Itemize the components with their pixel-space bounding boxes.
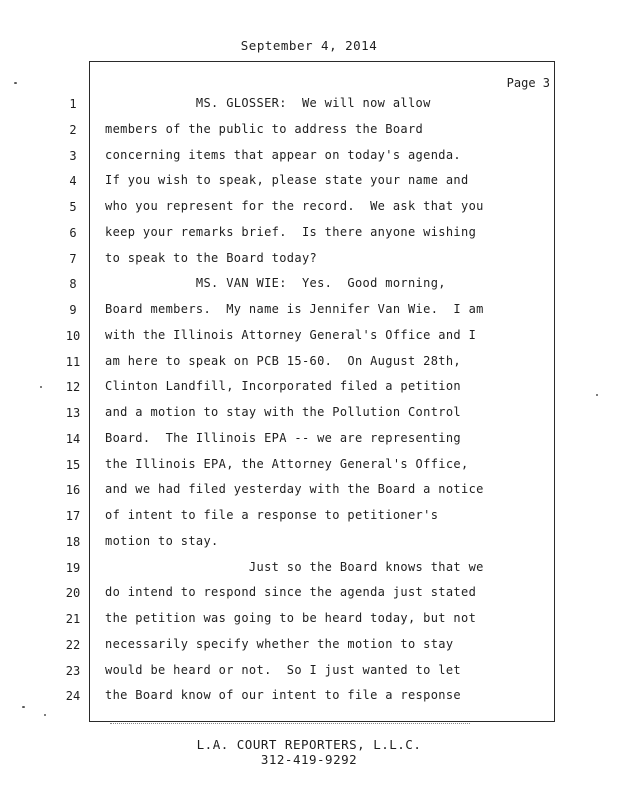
line-number: 19 (65, 560, 81, 575)
line-number: 15 (65, 457, 81, 472)
transcript-line (0, 173, 618, 193)
page-header-date: September 4, 2014 (240, 38, 378, 53)
line-number: 23 (65, 663, 81, 678)
page-number: Page 3 (506, 76, 550, 90)
transcript-line (0, 534, 618, 554)
transcript-line (0, 354, 618, 374)
line-number: 18 (65, 534, 81, 549)
line-number: 16 (65, 483, 81, 498)
transcript-line (0, 251, 618, 271)
line-text: am here to speak on PCB 15-60. On August 28th, (105, 353, 462, 368)
line-text: Just so the Board knows that we (105, 559, 484, 574)
scan-speck (22, 706, 25, 708)
line-text: keep your remarks brief. Is there anyone wishing (105, 224, 477, 239)
transcript-line (0, 688, 618, 708)
line-number: 14 (65, 431, 81, 446)
transcript-line (0, 482, 618, 502)
line-text: Clinton Landfill, Incorporated filed a petition (105, 379, 462, 394)
line-text: do intend to respond since the agenda just stated (105, 585, 477, 600)
transcript-line (0, 96, 618, 116)
line-text: Board. The Illinois EPA -- we are representing (105, 430, 462, 445)
transcript-line (0, 663, 618, 683)
transcript-line (0, 199, 618, 219)
line-text: and a motion to stay with the Pollution Control (105, 405, 462, 419)
scan-artifact (110, 723, 470, 726)
line-number: 13 (65, 406, 81, 420)
line-number: 20 (65, 586, 81, 601)
line-text: to speak to the Board today? (105, 250, 318, 265)
line-number: 22 (65, 637, 81, 652)
line-text: and we had filed yesterday with the Board a notice (105, 482, 484, 497)
transcript-line (0, 379, 618, 399)
line-text: MS. VAN WIE: Yes. Good morning, (105, 276, 446, 291)
line-number: 6 (69, 225, 77, 240)
transcript-line (0, 560, 618, 580)
line-number: 7 (69, 251, 77, 266)
line-number: 4 (69, 174, 77, 189)
line-text: members of the public to address the Board (105, 121, 424, 136)
transcript-line (0, 276, 618, 296)
transcript-line (0, 405, 618, 425)
line-text: motion to stay. (105, 533, 219, 548)
transcript-line (0, 637, 618, 657)
line-number: 5 (69, 200, 77, 214)
transcript-line (0, 508, 618, 528)
line-number: 1 (69, 97, 77, 111)
line-number: 21 (65, 612, 81, 626)
line-number: 2 (69, 122, 77, 137)
transcript-line (0, 122, 618, 142)
line-text: necessarily specify whether the motion to stay (105, 636, 454, 651)
transcript-line (0, 457, 618, 477)
scan-speck (44, 714, 46, 716)
transcript-line (0, 611, 618, 631)
footer-phone: 312-419-9292 (260, 752, 358, 767)
line-text: would be heard or not. So I just wanted to let (105, 662, 462, 677)
line-number: 12 (65, 380, 81, 395)
line-text: the petition was going to be heard today, but not (105, 611, 477, 625)
scan-speck (14, 82, 17, 84)
line-text: concerning items that appear on today's agenda. (105, 147, 462, 162)
footer-company: L.A. COURT REPORTERS, L.L.C. (196, 737, 422, 752)
transcript-line (0, 302, 618, 322)
line-text: of intent to file a response to petitioner's (105, 508, 439, 522)
scan-speck (596, 394, 598, 396)
transcript-line (0, 225, 618, 245)
line-text: with the Illinois Attorney General's Office and I (105, 327, 477, 342)
transcript-line (0, 431, 618, 451)
line-number: 24 (65, 689, 81, 704)
line-text: If you wish to speak, please state your name and (105, 173, 469, 188)
line-number: 17 (65, 509, 81, 523)
line-text: the Board know of our intent to file a response (105, 688, 462, 703)
scan-speck (40, 386, 42, 388)
line-text: Board members. My name is Jennifer Van Wie. I am (105, 302, 484, 316)
line-text: MS. GLOSSER: We will now allow (105, 96, 431, 110)
line-text: the Illinois EPA, the Attorney General's Office, (105, 456, 469, 471)
line-number: 3 (69, 148, 77, 163)
transcript-line (0, 148, 618, 168)
line-number: 8 (69, 277, 77, 292)
transcript-line (0, 585, 618, 605)
transcript-line (0, 328, 618, 348)
line-text: who you represent for the record. We ask that you (105, 199, 484, 213)
line-number: 10 (65, 328, 81, 343)
line-number: 9 (69, 303, 77, 317)
line-number: 11 (65, 354, 81, 369)
